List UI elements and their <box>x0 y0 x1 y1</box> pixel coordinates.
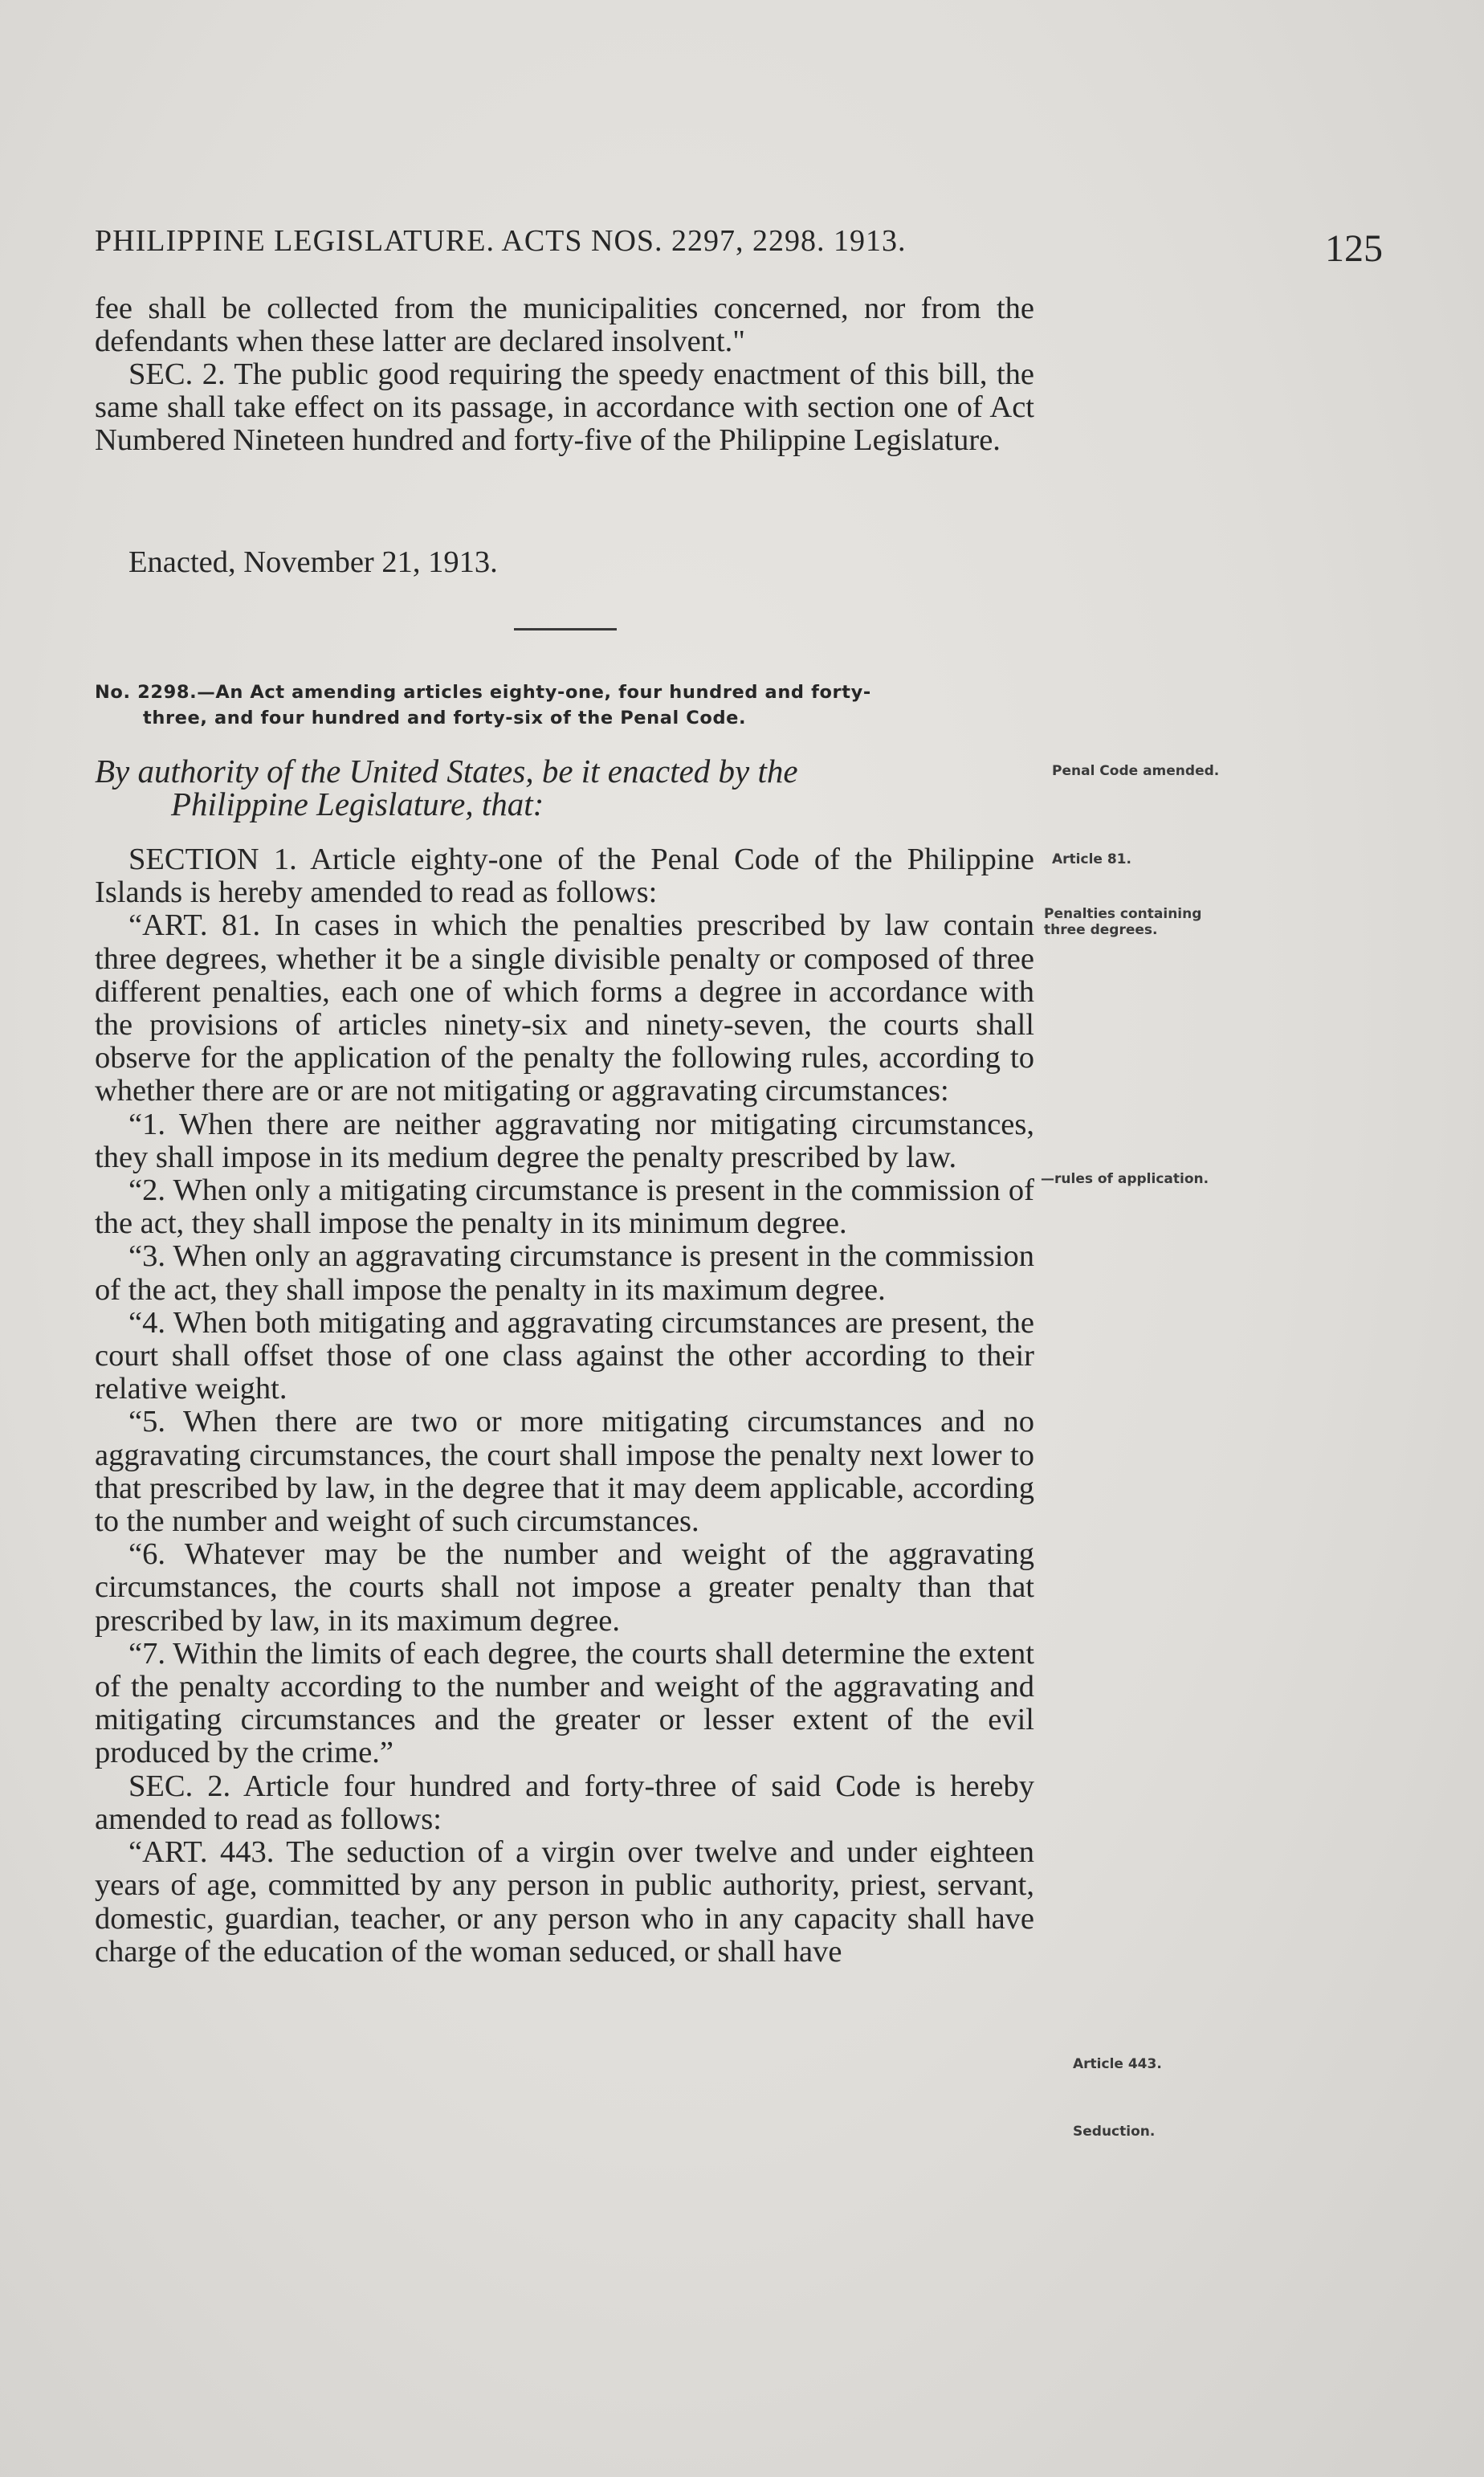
article-label: “ART. 443. <box>128 1835 275 1870</box>
article-label: “ART. 81. <box>128 908 261 943</box>
margin-note-penalties-line-1: Penalties containing <box>1044 906 1202 922</box>
heading-line-1: No. 2298.—An Act amending articles eighty-one, four hundred and forty- <box>95 682 871 703</box>
enacted-date: Enacted, November 21, 1913. <box>128 545 498 579</box>
section-2 <box>95 1770 1034 1836</box>
rule-2: “2. When only a mitigating circumstance is present in the commission of the act, they shall impose the penalty in its minimum degree. <box>95 1173 1034 1241</box>
margin-note-penalties-line-2: three degrees. <box>1044 922 1158 938</box>
act-2297-tail <box>95 292 1034 457</box>
enacting-line-1: By authority of the United States, be it enacted by the <box>95 753 798 790</box>
section-text: The public good requiring the speedy enactment of this bill, the same shall take effect on its passage, in accordance with section one of Act Numbered Nineteen hundred and forty-five of the Philippine Legislature. <box>95 357 1034 457</box>
margin-note-seduction: Seduction. <box>1073 2124 1156 2140</box>
margin-note-penal-code-amended: Penal Code amended. <box>1052 763 1220 779</box>
section-text: Article four hundred and forty-three of said Code is hereby amended to read as follows: <box>95 1769 1034 1836</box>
section-label: SEC. 2. <box>128 357 226 391</box>
article-81 <box>95 909 1034 1108</box>
rule-3: “3. When only an aggravating circumstance is present in the commission of the act, they shall impose the penalty in its maximum degree. <box>95 1239 1034 1307</box>
rule-5: “5. When there are two or more mitigating circumstances and no aggravating circumstances, the court shall impose the penalty next lower to that prescribed by law, in the degree that it may deem applicable, according to the number and weight of such circumstances. <box>95 1405 1034 1539</box>
enacting-clause <box>95 755 1034 821</box>
closing-paragraph: fee shall be collected from the municipalities concerned, nor from the defendants when these latter are declared insolvent." <box>95 292 1034 358</box>
margin-note-article-81: Article 81. <box>1052 851 1131 867</box>
section-label: SEC. 2. <box>128 1769 231 1803</box>
section-1 <box>95 843 1034 909</box>
article-443 <box>95 1836 1034 1969</box>
act-2298-heading <box>95 679 1042 731</box>
margin-note-rules-of-application: —rules of application. <box>1041 1171 1209 1187</box>
act-2298-body <box>95 843 1034 1969</box>
section-divider <box>514 628 617 630</box>
article-text: In cases in which the penalties prescribed by law contain three degrees, whether it be a single divisible penalty or composed of three different penalties, each one of which forms a degree in accordance with the provisions of articles ninety-six and ninety-seven, the courts shall observe for the application of the penalty the following rules, according to whether there are or are not mitigating or aggravating circumstances: <box>95 908 1035 1108</box>
rule-6: “6. Whatever may be the number and weight of the aggravating circumstances, the courts shall not impose a greater penalty than that prescribed by law, in its maximum degree. <box>95 1537 1034 1638</box>
margin-note-article-443: Article 443. <box>1073 2056 1162 2072</box>
enacting-line-2: Philippine Legislature, that: <box>171 786 544 822</box>
rule-4: “4. When both mitigating and aggravating circumstances are present, the court shall offset those of one class against the other according to their relative weight. <box>95 1305 1034 1406</box>
heading-line-2: three, and four hundred and forty-six of the Penal Code. <box>143 708 747 728</box>
rule-7: “7. Within the limits of each degree, the courts shall determine the extent of the penalty according to the number and weight of the aggravating and mitigating circumstances and the greater or lesser extent of the evil produced by the crime.” <box>95 1636 1034 1770</box>
running-header: PHILIPPINE LEGISLATURE. ACTS NOS. 2297, 2298. 1913. <box>95 224 907 258</box>
section-text: Article eighty-one of the Penal Code of the Philippine Islands is hereby amended to read as follows: <box>95 843 1034 910</box>
page-number: 125 <box>1325 227 1383 270</box>
section-label: SECTION 1. <box>128 843 297 876</box>
rule-1: “1. When there are neither aggravating nor mitigating circumstances, they shall impose in its medium degree the penalty prescribed by law. <box>95 1107 1034 1174</box>
article-text: The seduction of a virgin over twelve and under eighteen years of age, committed by any person in public authority, priest, servant, domestic, guardian, teacher, or any person who in any capacity shall have charge of the education of the woman seduced, or shall have <box>95 1835 1034 1969</box>
act-2297-section-2 <box>95 358 1034 457</box>
